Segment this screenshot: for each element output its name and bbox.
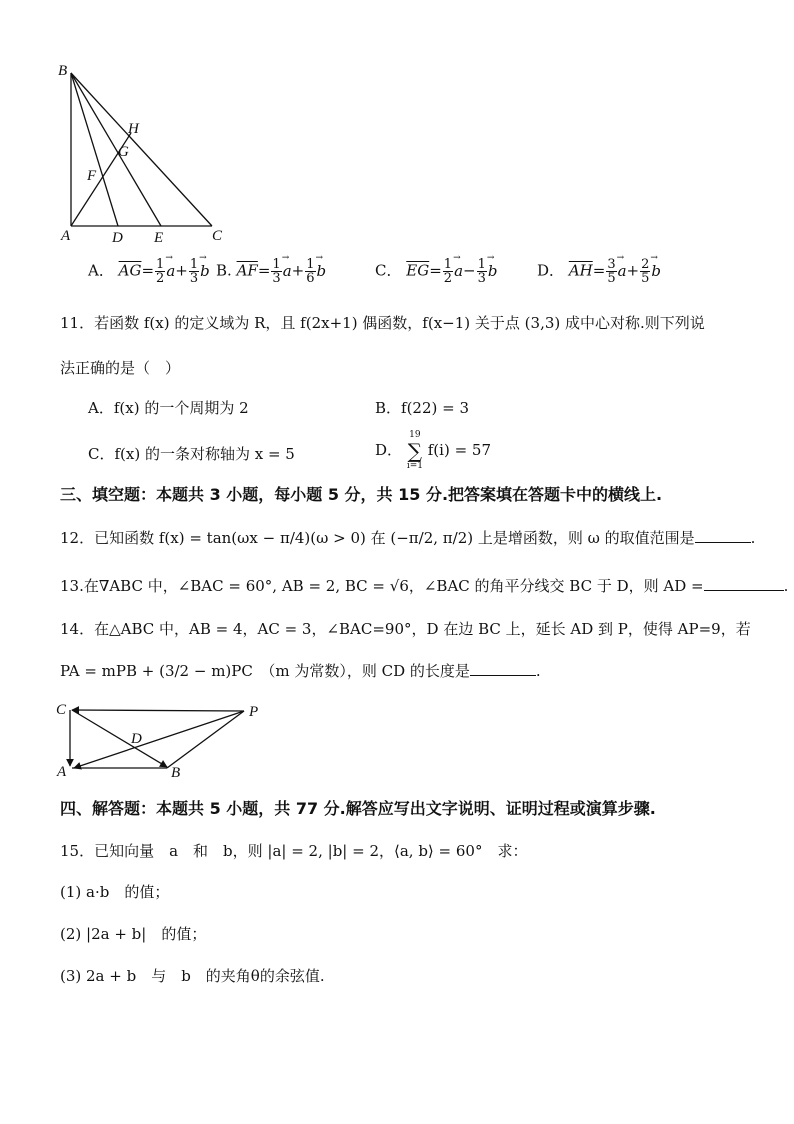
label-G: G (118, 144, 129, 160)
section-4-title: 四、解答题：本题共 5 小题，共 77 分.解答应写出文字说明、证明过程或演算步骤. (60, 799, 656, 818)
section-3-title: 三、填空题：本题共 3 小题，每小题 5 分，共 15 分.把答案填在答题卡中的横线上. (60, 485, 663, 504)
label-A: A (57, 764, 67, 780)
q11-option-b[interactable]: B．f(22) = 3 (375, 399, 470, 417)
triangle-figure-2 (52, 698, 272, 780)
vector-ag: $\overline{AG}$ (118, 261, 142, 280)
label-C: C (56, 702, 67, 718)
label-D: D (112, 230, 123, 246)
vector-pc (72, 710, 244, 711)
q11-stem-line1: 11．若函数 f(x) 的定义域为 R，且 f(2x+1) 偶函数，f(x−1) 关于点 (3,3) 成中心对称.则下列说 (60, 314, 705, 332)
q10-option-b[interactable]: B. $\overline{AF}=$ $\frac{1}{3}$ → a+ $\frac{1}{6}$ → b (216, 258, 326, 285)
q15-part-2: (2) |2a + b| 的值； (60, 925, 207, 943)
summation-symbol: 19 ∑ i=1 (406, 430, 423, 471)
q10-option-c[interactable]: C． $\overline{EG}=$ $\frac{1}{2}$ → a− $\frac{1}{3}$ → b (375, 258, 497, 285)
vector-pa (74, 711, 244, 768)
triangle-figure-1 (52, 60, 242, 250)
label-P: P (249, 704, 259, 720)
q15-part-1: (1) a·b 的值； (60, 883, 170, 901)
label-B: B (171, 765, 181, 780)
label-E: E (154, 230, 164, 246)
q11-option-d[interactable]: D． 19 ∑ i=1 f(i) = 57 (375, 430, 491, 471)
q12-answer-blank[interactable] (695, 528, 751, 543)
segment-bc (71, 73, 212, 226)
segment-bd (71, 73, 118, 226)
q15-stem: 15．已知向量 a 和 b，则 |a| = 2, |b| = 2，⟨a, b⟩ = 60° 求： (60, 842, 528, 860)
q12-text: 12．已知函数 f(x) = tan(ωx − π/4)(ω > 0) 在 (−π/2, π/2) 上是增函数，则 ω 的取值范围是 . (60, 529, 756, 547)
label-A: A (61, 228, 71, 244)
label-D: D (131, 731, 142, 747)
segment-be (71, 73, 161, 226)
segment-pb (167, 711, 244, 768)
label-C: C (212, 228, 223, 244)
label-B: B (58, 63, 68, 79)
label-F: F (87, 168, 97, 184)
q13-text: 13.在∇ABC 中，∠BAC = 60°, AB = 2, BC = √6，∠BAC 的角平分线交 BC 于 D，则 AD = . (60, 577, 789, 595)
q10-option-a[interactable]: A． $\overline{AG}=$ $\frac{1}{2}$ → a+ $\frac{1}{3}$ → b (88, 258, 210, 285)
q15-part-3: (3) 2a + b 与 b 的夹角θ的余弦值. (60, 967, 325, 985)
vector-ah: $\overline{AH}$ (568, 261, 593, 280)
q14-answer-blank[interactable] (470, 661, 536, 676)
q11-stem-line2: 法正确的是（ ） (60, 359, 181, 377)
q11-option-a[interactable]: A．f(x) 的一个周期为 2 (88, 399, 249, 417)
vector-af: $\overline{AF}$ (236, 261, 258, 280)
q13-answer-blank[interactable] (704, 576, 784, 591)
label-H: H (128, 121, 139, 137)
q10-option-d[interactable]: D． $\overline{AH}=$ $\frac{3}{5}$ → a+ $\frac{2}{5}$ → b (537, 258, 661, 285)
vector-cb (72, 710, 167, 767)
vector-eg: $\overline{EG}$ (406, 261, 430, 280)
q11-option-c[interactable]: C．f(x) 的一条对称轴为 x = 5 (88, 445, 295, 463)
q14-line2: PA = mPB + (3/2 − m)PC （m 为常数），则 CD 的长度是 . (60, 662, 541, 680)
q14-line1: 14．在△ABC 中，AB = 4，AC = 3，∠BAC=90°，D 在边 BC 上，延长 AD 到 P，使得 AP=9，若 (60, 620, 751, 638)
